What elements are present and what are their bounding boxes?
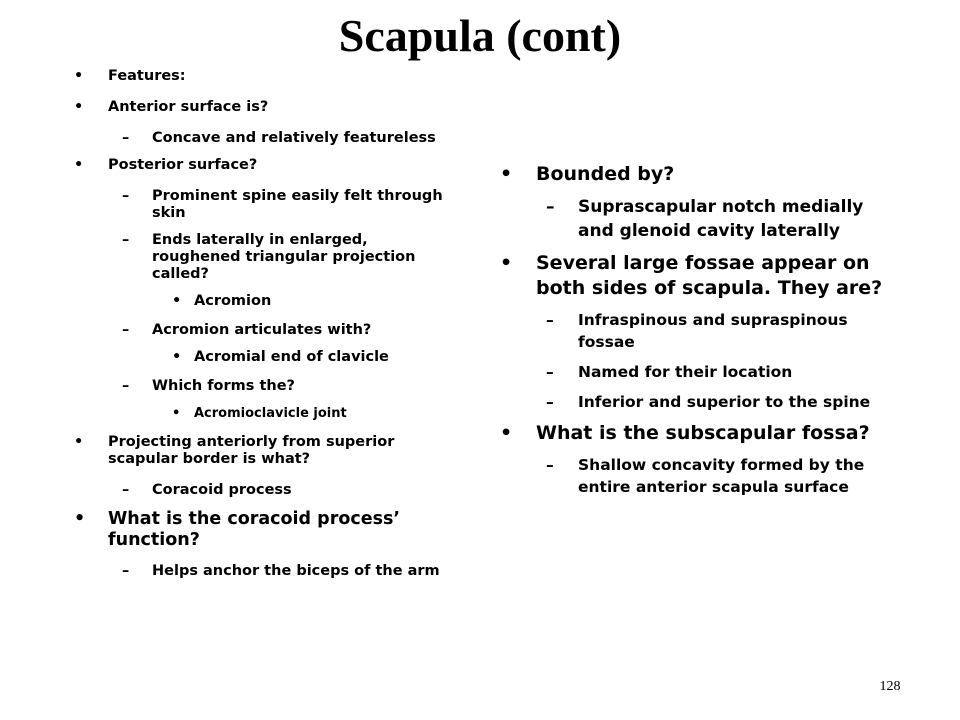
subbullet-text: Shallow concavity formed by the entire anterior scapula surface [578, 456, 865, 496]
dash-marker: – [122, 188, 130, 204]
bullet-marker: • [172, 293, 182, 309]
page-number: 128 [879, 679, 901, 694]
dash-marker: – [122, 378, 130, 394]
subbullet-text: Ends laterally in enlarged, roughened triangular projection called? [152, 232, 416, 282]
subsubbullet-text: Acromioclavicle joint [194, 406, 347, 421]
bullet-text: What is the subscapular fossa? [536, 422, 870, 444]
subbullet-text: Acromion articulates with? [152, 322, 372, 338]
bullet-features [72, 68, 452, 85]
subsubbullet-acromion [72, 293, 452, 310]
bullet-anterior-question [72, 99, 452, 116]
bullet-bounded-question [498, 162, 890, 187]
dash-marker: – [546, 363, 554, 381]
subbullet-text: Helps anchor the biceps of the arm [152, 563, 440, 579]
subbullet-text: Coracoid process [152, 482, 292, 498]
bullet-fossae-question [498, 251, 890, 301]
bullet-posterior-question [72, 157, 452, 174]
bullet-function-question [72, 509, 452, 551]
subbullet-text: Prominent spine easily felt through skin [152, 188, 443, 221]
dash-marker: – [546, 311, 554, 329]
bullet-marker: • [500, 252, 513, 274]
bullet-subscapular-question [498, 421, 890, 446]
subbullet-text: Named for their location [578, 363, 793, 381]
subbullet-text: Infraspinous and supraspinous fossae [578, 311, 848, 351]
bullet-marker: • [74, 157, 84, 173]
subbullet-projecting-answer [72, 482, 452, 499]
left-column [72, 68, 452, 590]
bullet-marker: • [500, 163, 513, 185]
subbullet-text: Concave and relatively featureless [152, 130, 436, 146]
subbullet-bounded-answer [498, 195, 890, 243]
bullet-text: Features: [108, 68, 186, 84]
dash-marker: – [546, 197, 555, 217]
dash-marker: – [122, 322, 130, 338]
subsubbullet-forms-answer [72, 405, 452, 422]
dash-marker: – [546, 393, 554, 411]
bullet-marker: • [172, 349, 182, 365]
bullet-projecting-question [72, 434, 452, 468]
bullet-marker: • [172, 406, 181, 421]
bullet-text: Projecting anteriorly from superior scapular border is what? [108, 434, 395, 467]
dash-marker: – [122, 232, 130, 248]
subbullet-text: Inferior and superior to the spine [578, 393, 871, 411]
bullet-marker: • [74, 509, 86, 529]
bullet-text: Anterior surface is? [108, 99, 269, 115]
right-column [498, 162, 890, 506]
subbullet-ends-laterally [72, 232, 452, 283]
subbullet-fossae-answer-3 [498, 391, 890, 413]
bullet-text: What is the coracoid process’ function? [108, 509, 401, 550]
bullet-text: Several large fossae appear on both sides of scapula. They are? [536, 252, 883, 299]
subbullet-text: Suprascapular notch medially and glenoid cavity laterally [578, 197, 864, 241]
dash-marker: – [546, 456, 554, 474]
bullet-text: Bounded by? [536, 163, 675, 185]
subsubbullet-articulates-answer [72, 349, 452, 366]
dash-marker: – [122, 482, 130, 498]
bullet-marker: • [74, 434, 84, 450]
slide-title: Scapula (cont) [338, 10, 622, 61]
bullet-marker: • [500, 422, 513, 444]
dash-marker: – [122, 563, 130, 579]
subbullet-anterior-answer [72, 130, 452, 147]
bullet-marker: • [74, 99, 84, 115]
subbullet-subscapular-answer [498, 454, 890, 498]
dash-marker: – [122, 130, 130, 146]
bullet-text: Posterior surface? [108, 157, 258, 173]
subbullet-articulates-question [72, 322, 452, 339]
subbullet-fossae-answer-2 [498, 361, 890, 383]
bullet-marker: • [74, 68, 84, 84]
subsubbullet-text: Acromion [194, 293, 272, 309]
subbullet-fossae-answer-1 [498, 309, 890, 353]
subsubbullet-text: Acromial end of clavicle [194, 349, 389, 365]
subbullet-function-answer [72, 563, 452, 580]
subbullet-text: Which forms the? [152, 378, 295, 394]
subbullet-spine [72, 188, 452, 222]
subbullet-forms-question [72, 378, 452, 395]
